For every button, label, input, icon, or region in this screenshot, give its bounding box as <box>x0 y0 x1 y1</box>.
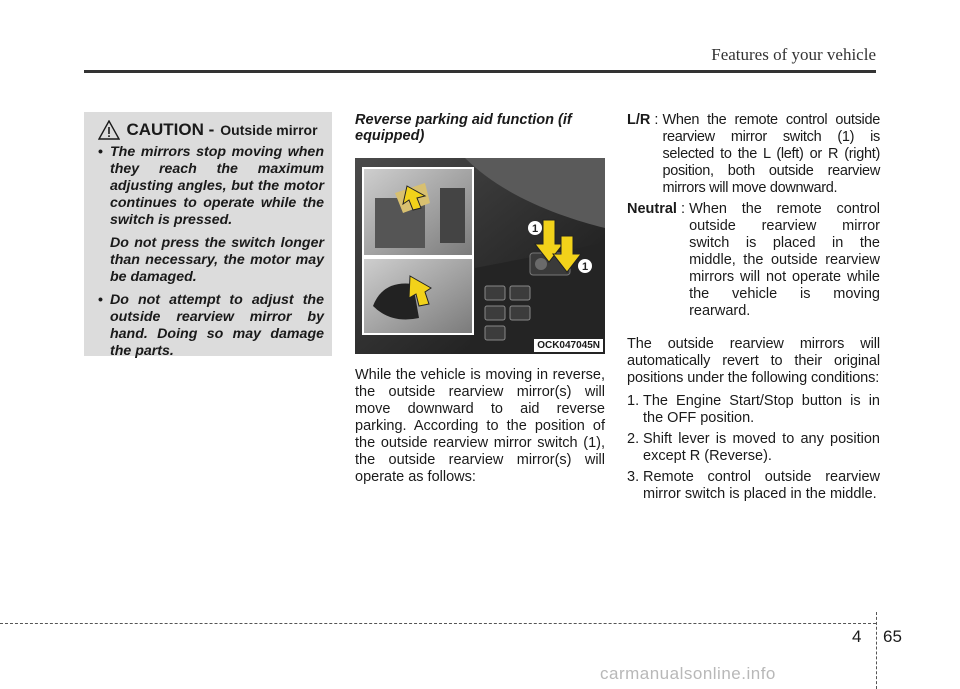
definition-neutral <box>627 201 880 320</box>
caution-item-text: • The mirrors stop moving when they reach the maximum adjusting angles, but the motor continues to operate while the switch is pressed. <box>110 144 324 228</box>
image-code: OCK047045N <box>534 339 603 352</box>
condition-text: Remote control outside rearview mirror switch is placed in the middle. <box>643 469 880 502</box>
definition-term: Neutral <box>627 201 677 217</box>
condition-item <box>627 431 880 465</box>
callout-number: 1 <box>531 223 539 235</box>
caution-list <box>92 144 324 360</box>
condition-text: The Engine Start/Stop button is in the OFF position. <box>643 393 880 426</box>
caution-label: CAUTION - <box>126 120 215 139</box>
page-number: 65 <box>883 627 902 646</box>
definition-text: When the remote control outside rearview mirror switch (1) is selected to the L (left) or R (right) position, both outside rearview mirrors will move downward. <box>662 112 880 196</box>
definition-separator: : <box>676 201 690 217</box>
header-rule <box>84 70 876 73</box>
footer-rule <box>0 623 876 624</box>
footer-divider <box>876 612 877 689</box>
caution-item-text: • Do not attempt to adjust the outside rearview mirror by hand. Doing so may damage the parts. <box>110 292 324 359</box>
condition-text: Shift lever is moved to any position except R (Reverse). <box>643 431 880 464</box>
condition-number: 2. <box>627 431 640 447</box>
caution-topic: Outside mirror <box>220 122 318 138</box>
condition-item <box>627 393 880 427</box>
caution-item <box>92 292 324 360</box>
caution-heading <box>92 120 324 140</box>
section-title: Reverse parking aid function (if equipped) <box>355 112 572 144</box>
definition-term: L/R <box>627 112 651 128</box>
callout-number: 1 <box>581 261 589 273</box>
condition-number: 1. <box>627 393 640 409</box>
watermark: carmanualsonline.info <box>600 664 776 683</box>
definition-lr <box>627 112 880 197</box>
caution-item-extra: Do not press the switch longer than necessary, the motor may be damaged. <box>110 235 324 285</box>
mirror-switch-photo <box>355 158 605 354</box>
chapter-number: 4 <box>852 627 862 646</box>
definition-text: When the remote control outside rearview mirror switch is placed in the middle, the outside rearview mirrors will not operate while the vehicle is moving rearward. <box>689 201 880 319</box>
conditions-intro: The outside rearview mirrors will automatically revert to their original positions under the following conditions: <box>627 336 880 386</box>
warning-triangle-icon <box>98 120 120 140</box>
caution-box <box>84 112 332 359</box>
definition-separator: : <box>650 112 663 128</box>
condition-item <box>627 469 880 503</box>
condition-number: 3. <box>627 469 640 485</box>
caution-item <box>92 144 324 286</box>
right-column <box>627 112 880 507</box>
page-header-title: Features of your vehicle <box>711 45 876 64</box>
door-panel-illustration <box>355 158 605 354</box>
section-body: While the vehicle is moving in reverse, the outside rearview mirror(s) will move downward to aid reverse parking. According to the position of the outside rearview mirror switch (1), the outside rearview mirror(s) will operate as follows: <box>355 367 605 485</box>
